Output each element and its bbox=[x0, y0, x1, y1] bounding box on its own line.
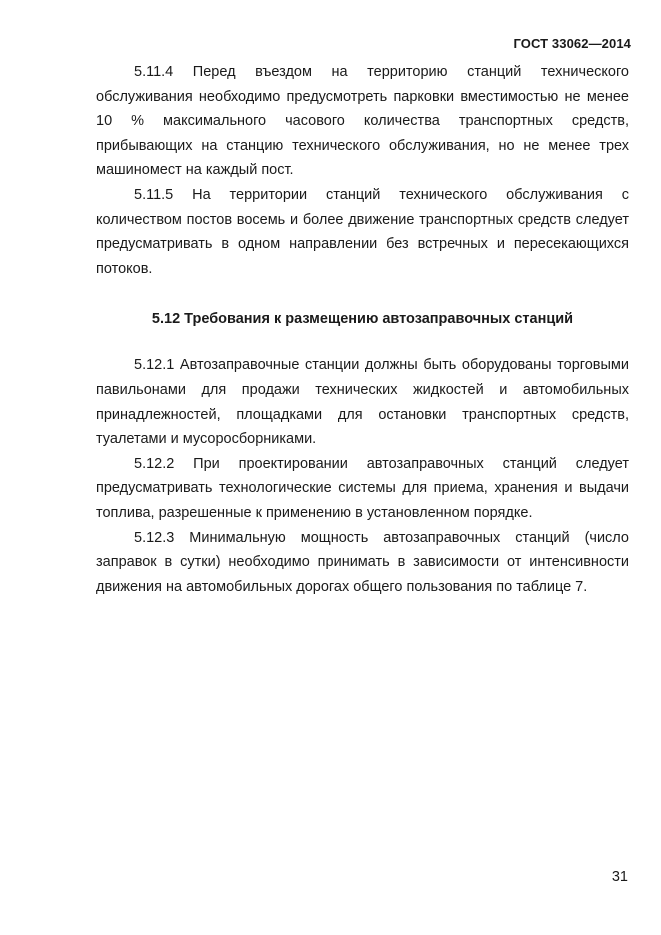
paragraph-5-11-4: 5.11.4 Перед въездом на территорию станций технического обслуживания необходимо предусмотреть парковки вместимостью не менее 10 % максимального часового количества транспортных средств, прибывающих на станцию технического обслуживания, но не менее трех машиномест на каждый пост. bbox=[96, 64, 629, 179]
paragraph-5-12-3: 5.12.3 Минимальную мощность автозаправочных станций (число заправок в сутки) необходимо принимать в зависимости от интенсивности движения на автомобильных дорогах общего пользования по таблице 7. bbox=[96, 529, 629, 595]
section-title-5-12: 5.12 Требования к размещению автозаправочных станций bbox=[151, 311, 574, 328]
page-number: 31 bbox=[611, 869, 628, 885]
paragraph-5-12-1: 5.12.1 Автозаправочные станции должны быть оборудованы торговыми павильонами для продажи технических жидкостей и автомобильных принадлежностей, площадками для остановки транспортных средств, туалетами и мусоросборниками. bbox=[96, 357, 629, 448]
document-body bbox=[96, 60, 629, 599]
standard-code-header: ГОСТ 33062—2014 bbox=[513, 36, 631, 51]
paragraph-5-12-2: 5.12.2 При проектировании автозаправочных станций следует предусматривать технологические системы для приема, хранения и выдачи топлива, разрешенные к применению в установленном порядке. bbox=[96, 455, 629, 521]
paragraph-5-11-5: 5.11.5 На территории станций технического обслуживания с количеством постов восемь и более движение транспортных средств следует предусматривать в одном направлении без встречных и пересекающихся потоков. bbox=[96, 186, 629, 277]
